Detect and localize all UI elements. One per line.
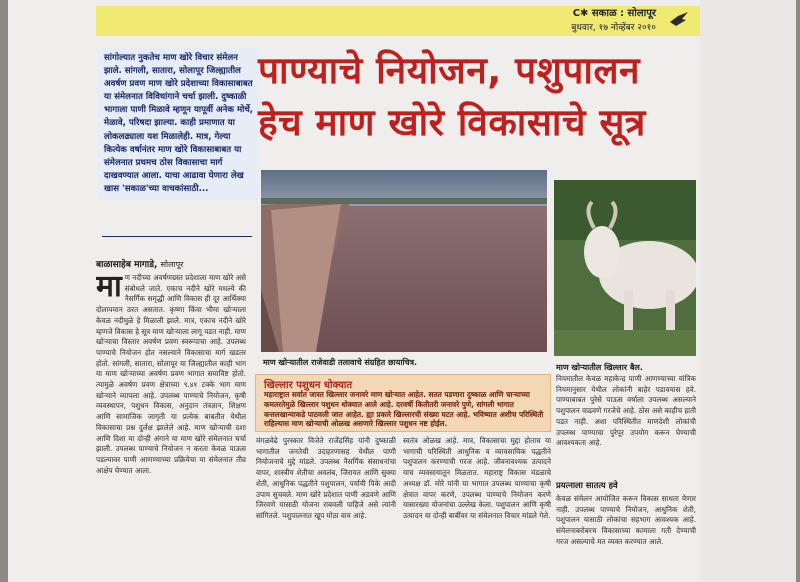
masthead-paper-name: C✱ सकाळ : सोलापूर bbox=[572, 8, 656, 19]
masthead-date: बुधवार, १७ नोव्हेंबर २०१० bbox=[571, 23, 656, 33]
body-column-3: स्वतंत्र ओळख आहे. मात्र, विकासाचा मुद्दा होताच या भागाची परिस्थिती आधुनिक व व्यावसायिक पद्धतीने पशुपालन करण्याची गरज आहे. जीवनावश्यक उत्पादने याच व्यवसायातून मिळतात. महाराष्ट्र विकास मंडळाचे अध्यक्ष डॉ. मोरे यांनी या भागात उपलब्ध पाण्याचा कृषी क्षेत्रात वापर करणे, उपलब्ध पाण्याचे नियोजन करणे यासारख्या योजनांचा उल्लेख केला. पशुपालन आणि कृषी उत्पादन या दोन्ही बाबींवर या संमेलनात विचार मांडले गेले. bbox=[403, 436, 551, 520]
subheading: प्रयत्नाला सातत्य हवे bbox=[556, 480, 618, 490]
body-column-4b: केवळ संमेलन आयोजित करून विकास साधता येणार नाही. उपलब्ध पाण्याचे नियोजन, आधुनिक शेती, पशुपालन यासाठी लोकांचा सहभाग आवश्यक आहे. संमेलनाबरोबरच विकासाच्या कामाला गती देण्याची गरज असल्याचे मत व्यक्त करण्यात आले. bbox=[556, 494, 696, 546]
sidebar-box-text: महाराष्ट्रात सर्वात जास्त खिल्लार जनावरे माण खोऱ्यात आहेत. सतत पडणारा दुष्काळ आणि चाऱ्याच्या कमतरतेमुळे खिल्लार पशुधन धोक्यात आले आहे. दरवर्षी कितीतरी जनावरे पुणे, सांगली भागात कत्तलखान्याकडे पाठवली जात आहेत. ह्या प्रकारे खिल्लारची संख्या घटत आहे. भविष्यात अशीच परिस्थिती राहिल्यास माण खोऱ्याची ओळख असणारे खिल्लार पशुधन नष्ट होईल. bbox=[264, 390, 544, 429]
bird-logo-icon bbox=[668, 10, 690, 28]
byline-place: सोलापूर bbox=[160, 260, 184, 269]
byline bbox=[96, 257, 246, 270]
lake-photo bbox=[261, 170, 547, 352]
headline-line-2: हेच माण खोरे विकासाचे सूत्र bbox=[258, 101, 646, 144]
ox-photo bbox=[554, 180, 696, 356]
intro-divider bbox=[102, 236, 252, 237]
byline-author: बाळासाहेब मागाडे, bbox=[96, 260, 158, 270]
body-column-1 bbox=[96, 273, 246, 578]
body-column-2: मंगळवेढे पुरस्कार विजेते राजेंद्रसिंह यांनी दुष्काळी भागातील जनतेची उदाहरणासह येथील पाणी नियोजनाचे मुद्दे मांडले. उपलब्ध नैसर्गिक संसाधनांचा वापर, शास्त्रीय शेतीचा अवलंब, जिरायत आणि सुक्या शेती, आधुनिक पद्धतीने पशुपालन, पर्यायी पिके आदी उपाय सुचवले. माण खोरे प्रदेशात पाणी अडवणे आणि जिरवणे यासाठी योजना राबवली पाहिजे असे त्यांनी सांगितले. पशुपालनात खूप मोठा वाव आहे. bbox=[256, 436, 396, 520]
lake-photo-caption: माण खोऱ्यातील राजेवाडी तलावाचे संग्रहित छायाचित्र. bbox=[263, 358, 418, 367]
body-column-4: नियमातील केवळ महाकेन्द्र पाणी आणण्याच्या यांत्रिक नियमानुसार येथील लोकांनी बाहेर पडावयास हवे. पाण्याबाबत पुरेसे पाऊस वर्षाला उपलब्ध असल्याने पशुपालन वाढवणे गरजेचे आहे. ठोस असे काहीच हाती पडत नाही. अशा परिस्थितीत माणदेशी लोकांची उपलब्ध पाण्याचा पुरेपूर उपयोग करून घेण्याची आवश्यकता आहे. bbox=[556, 374, 696, 448]
page-margin bbox=[700, 0, 796, 582]
drop-cap: मा bbox=[96, 273, 122, 304]
body-column-1-text: ण नदीच्या अवर्षणग्रस्त प्रदेशाला माण खोरे असे संबोधले जाते. एकाच नदीने खोरे मधल्ये की नैसर्गिक समृद्धी आणि विकास ही दूर आर्थिक्या दोलायमान ठरत असतात. कृष्णा किंवा भीमा खोऱ्याला केवळ नदीमुळे हे मिळाली झाले. मात्र, एकाच नदीने खोरे म्हणजे विकास हे सूत्र माण खोऱ्याला लागू पडत नाही. माण खोऱ्याचा विस्तार अवर्षण प्रवण स्वरूपाचा आहे. उपलब्ध पाण्याचे नियोजन होत नसल्याने विकासाचा मार्ग खडतर होतो. सांगली, सातारा, सोलापूर या जिल्ह्यातील काही भाग या माण खोऱ्याच्या अवर्षण प्रवण भागात समाविष्ट होतो. त्यामुळे अवर्षण प्रवण क्षेत्राच्या ९.४१ टक्के भाग माण खोऱ्याने व्यापला आहे. उपलब्ध पाण्याचे नियोजन, कृषी व्यवस्थापन, पशुधन विकास, अनुदान तंत्रज्ञान, शिक्षण आणि सामाजिक जागृती या प्रत्येक बाबतीत येथील विकासाचा प्रश्न दुर्लक्ष झालेले आहे. माण खोऱ्याची दशा आणि दिशा या दोन्ही अंगाने या माण खोरे संमेलनात चर्चा झाली. उपलब्ध पाण्याचे नियोजन न करता केवळ पाऊस पडल्यावर पाणी आणण्याच्या प्रक्रियेचा या संमेलनात तीव्र आक्षेप घेण्यात आला. bbox=[96, 273, 246, 475]
headline-line-1: पाण्याचे नियोजन, पशुपालन bbox=[258, 49, 641, 92]
sidebar-box-title: खिल्लार पशुधन धोक्यात bbox=[264, 380, 353, 391]
ox-photo-caption: माण खोऱ्यातील खिल्लार बैल. bbox=[556, 363, 643, 372]
newspaper-page bbox=[8, 0, 796, 582]
intro-summary: सांगोल्यात नुकतेच माण खोरे विचार संमेलन झाले. सांगली, सातारा, सोलापूर जिल्ह्यातील अवर्षण प्रवण माण खोरे प्रदेशाच्या विकासाबाबत या संमेलनात विविधांगाने चर्चा झाली. दुष्काळी भागाला पाणी मिळावे म्हणून यापूर्वी अनेक मोर्चे, मेळावे, परिषदा झाल्या. काही प्रमाणात या लोकलढ्याला यश मिळालेही. मात्र, गेल्या कित्येक वर्षानंतर माण खोरे विकासाबाबत या संमेलनात प्रथमच ठोस विकासाचा मार्ग दाखवण्यात आला. याचा आढावा घेणारा लेख खास 'सकाळ'च्या वाचकांसाठी... bbox=[98, 48, 260, 200]
